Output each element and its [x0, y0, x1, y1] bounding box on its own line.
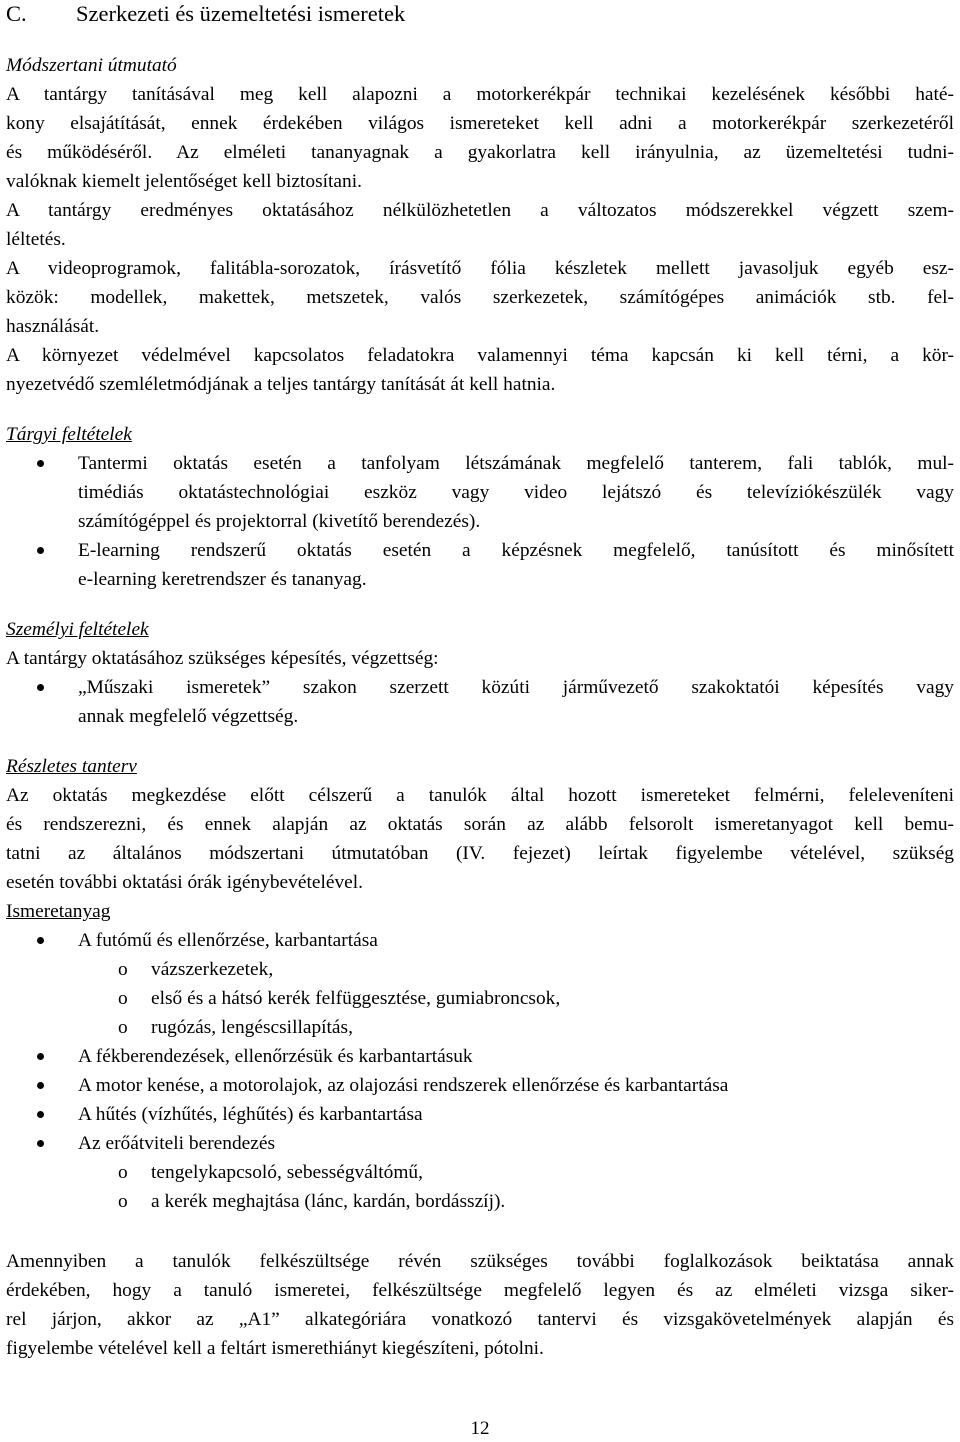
knowledge-subheading: Ismeretanyag: [6, 901, 111, 922]
personal-conditions-intro: A tantárgy oktatásához szükséges képesítés, végzettség:: [6, 648, 439, 669]
text-line: használását.: [6, 316, 100, 337]
methodology-paragraph-2: [6, 196, 954, 254]
text-line: E-learning rendszerű oktatás esetén a képzésnek megfelelő, tanúsított és minősített: [78, 540, 954, 561]
text-line: és működéséről. Az elméleti tananyagnak a gyakorlatra kell irányulnia, az üzemeltetési tudni-: [6, 142, 954, 163]
topic-item: A motor kenése, a motorolajok, az olajozási rendszerek ellenőrzése és karbantartása: [6, 1071, 954, 1100]
text-line: timédiás oktatástechnológiai eszköz vagy video lejátszó és televíziókészülék vagy: [78, 482, 954, 503]
text-line: Tantermi oktatás esetén a tanfolyam létszámának megfelelő tanterem, fali tablók, mul-: [78, 453, 954, 474]
text-line: számítógéppel és projektorral (kivetítő berendezés).: [78, 511, 481, 532]
text-line: Amennyiben a tanulók felkészültsége révén szükséges további foglalkozások beiktatása annak: [6, 1251, 954, 1272]
methodology-paragraph-4: [6, 341, 954, 399]
text-line: esetén további oktatási órák igénybevételével.: [6, 872, 363, 893]
text-line: érdekében, hogy a tanuló ismeretei, felkészültsége megfelelő legyen és az elméleti vizsga siker-: [6, 1280, 954, 1301]
text-line: A tantárgy eredményes oktatásához nélkülözhetetlen a változatos módszerekkel végzett szem-: [6, 200, 954, 221]
material-conditions-heading: Tárgyi feltételek: [6, 424, 132, 445]
sub-bullet: o: [118, 959, 128, 980]
text-line: és rendszerezni, és ennek alapján az oktatás során az alább felsorolt ismeretanyagot kell bemu-: [6, 814, 954, 835]
sub-item: [6, 1158, 954, 1187]
text-line: közök: modellek, makettek, metszetek, valós szerkezetek, számítógépes animációk stb. fel-: [6, 287, 954, 308]
text-line: valóknak kiemelt jelentőséget kell biztosítani.: [6, 171, 362, 192]
sub-bullet: o: [118, 1017, 128, 1038]
topic-item: A hűtés (vízhűtés, léghűtés) és karbantartása: [6, 1100, 954, 1129]
methodology-paragraph-1: [6, 80, 954, 196]
sub-item: [6, 1013, 954, 1042]
section-title-text: Szerkezeti és üzemeltetési ismeretek: [76, 1, 406, 26]
topic-item: A futómű és ellenőrzése, karbantartása: [6, 926, 954, 955]
methodology-heading: Módszertani útmutató: [6, 55, 177, 76]
list-item: [6, 673, 954, 731]
text-line: tatni az általános módszertani útmutatóban (IV. fejezet) leírtak figyelembe vételével, szükség: [6, 843, 954, 864]
text-line: e-learning keretrendszer és tananyag.: [78, 569, 367, 590]
text-line: A videoprogramok, falitábla-sorozatok, írásvetítő fólia készletek mellett javasoljuk egyéb esz-: [6, 258, 954, 279]
closing-paragraph: [6, 1247, 954, 1363]
section-letter: C.: [6, 1, 27, 26]
page-number: 12: [470, 1418, 490, 1439]
sub-bullet: o: [118, 1191, 128, 1212]
sub-item: [6, 955, 954, 984]
sub-item-label: tengelykapcsoló, sebességváltómű,: [151, 1162, 423, 1183]
text-line: A tantárgy tanításával meg kell alapozni a motorkerékpár technikai kezelésének későbbi haté-: [6, 84, 954, 105]
text-line: figyelembe vételével kell a feltárt ismerethiányt kiegészíteni, pótolni.: [6, 1338, 544, 1359]
text-line: léltetés.: [6, 229, 66, 250]
sub-bullet: o: [118, 988, 128, 1009]
topic-item: A fékberendezések, ellenőrzésük és karbantartásuk: [6, 1042, 954, 1071]
text-line: rel járjon, akkor az „A1” alkategóriára vonatkozó tantervi és vizsgakövetelmények alapján és: [6, 1309, 954, 1330]
list-item: [6, 449, 954, 536]
text-line: kony elsajátítását, ennek érdekében világos ismereteket kell adni a motorkerékpár szerkezetéről: [6, 113, 954, 134]
sub-item: [6, 984, 954, 1013]
sub-item-label: a kerék meghajtása (lánc, kardán, bordásszíj).: [151, 1191, 506, 1212]
text-line: „Műszaki ismeretek” szakon szerzett közúti járművezető szakoktatói képesítés vagy: [78, 677, 954, 698]
text-line: Az oktatás megkezdése előtt célszerű a tanulók által hozott ismereteket felmérni, feleleveníteni: [6, 785, 954, 806]
sub-bullet: o: [118, 1162, 128, 1183]
curriculum-heading: Részletes tanterv: [6, 756, 137, 777]
sub-item-label: rugózás, lengéscsillapítás,: [151, 1017, 353, 1038]
text-line: annak megfelelő végzettség.: [78, 706, 299, 727]
text-line: A környezet védelmével kapcsolatos feladatokra valamennyi téma kapcsán ki kell térni, a kör-: [6, 345, 954, 366]
methodology-paragraph-3: [6, 254, 954, 341]
section-title: [6, 0, 954, 27]
curriculum-paragraph: [6, 781, 954, 897]
sub-item-label: vázszerkezetek,: [151, 959, 274, 980]
sub-item: [6, 1187, 954, 1216]
list-item: [6, 536, 954, 594]
personal-conditions-heading: Személyi feltételek: [6, 619, 149, 640]
topic-item: Az erőátviteli berendezés: [6, 1129, 954, 1158]
sub-item-label: első és a hátsó kerék felfüggesztése, gumiabroncsok,: [151, 988, 561, 1009]
text-line: nyezetvédő szemléletmódjának a teljes tantárgy tanítását át kell hatnia.: [6, 374, 556, 395]
